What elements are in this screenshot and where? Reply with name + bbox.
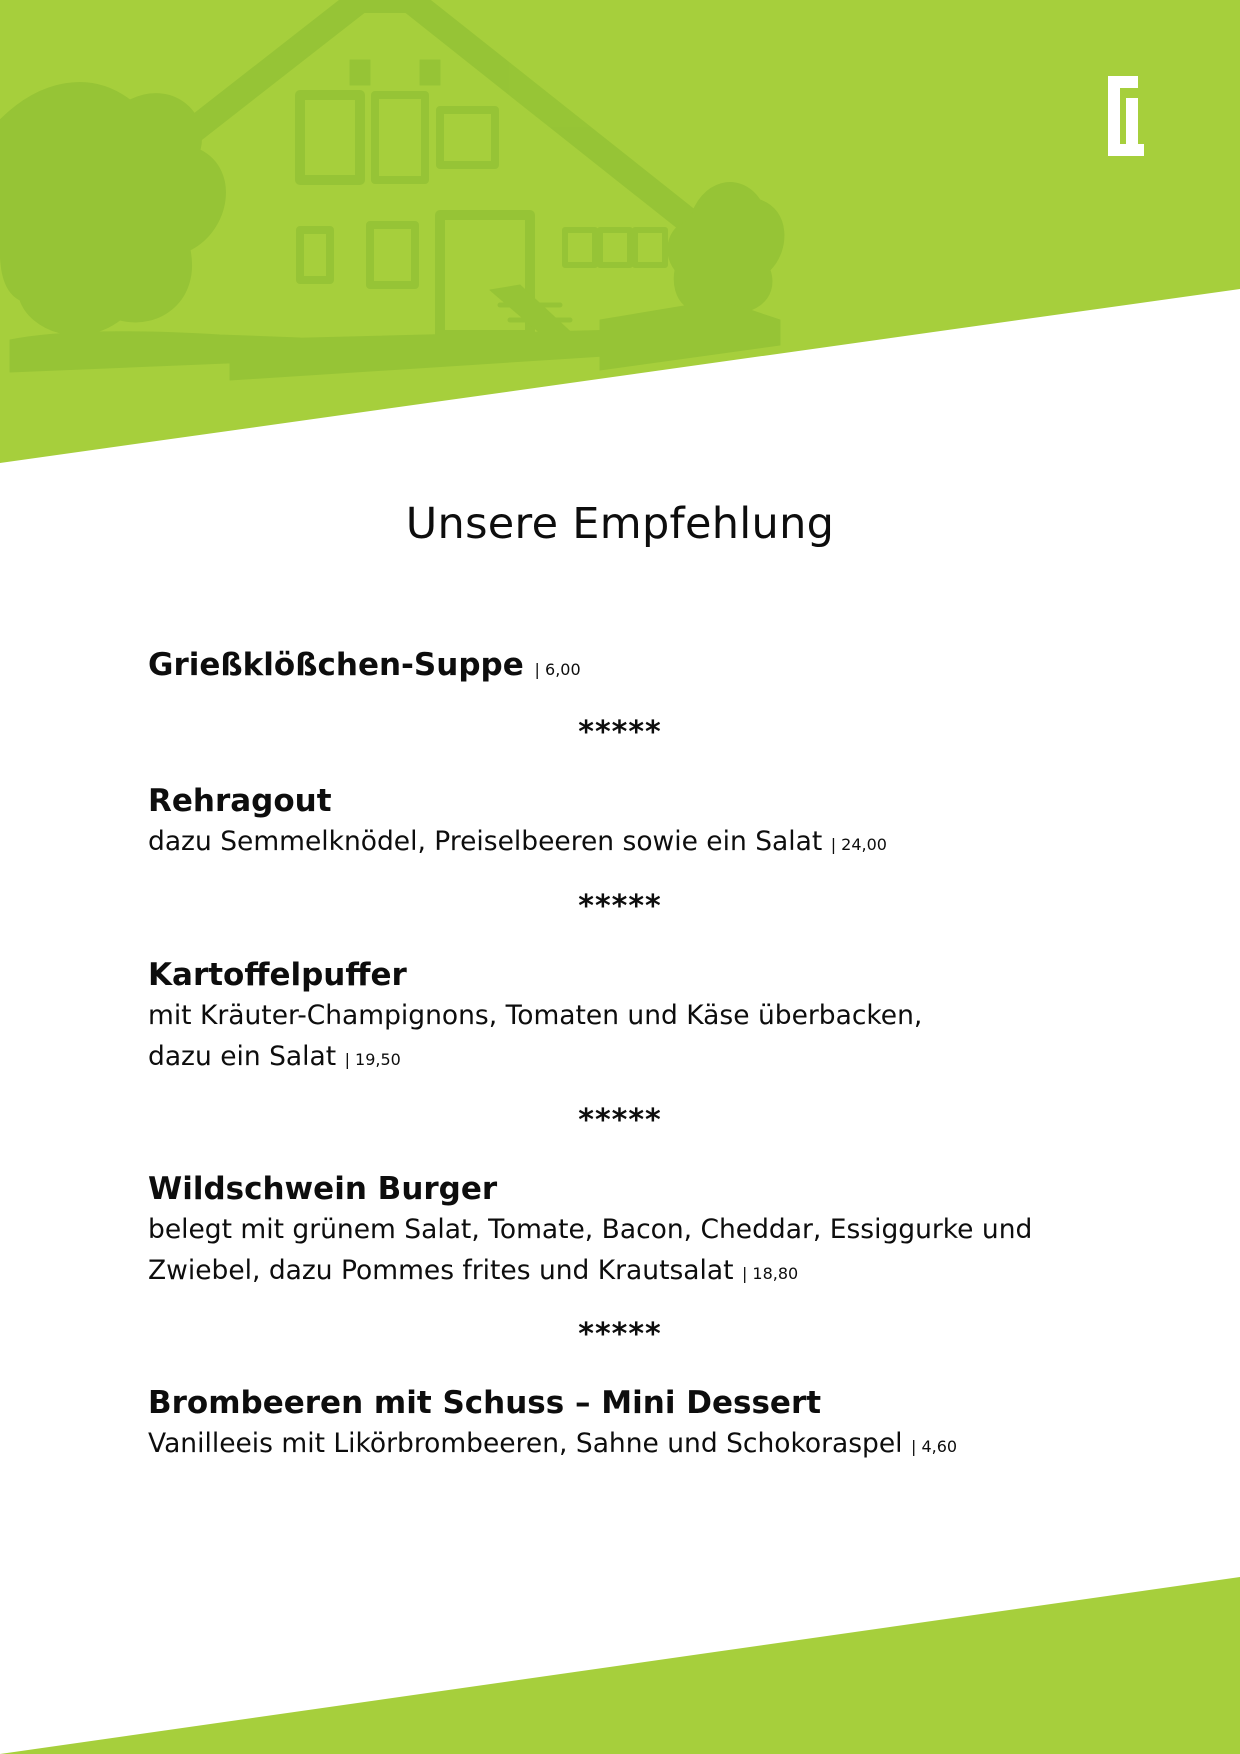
l-shape-logo-icon	[1108, 76, 1148, 156]
dish-price: | 24,00	[830, 835, 887, 854]
menu-item-rehragout	[148, 781, 1088, 865]
menu-item-griessklosschen-suppe	[148, 645, 1088, 690]
separator: *****	[578, 715, 662, 750]
dish-price: | 18,80	[741, 1264, 799, 1283]
dish-price: | 4,60	[910, 1437, 958, 1456]
dish-price: | 19,50	[344, 1050, 401, 1069]
separator: *****	[578, 889, 662, 924]
dish-description-line: belegt mit grünem Salat, Tomate, Bacon, Cheddar, Essiggurke und	[148, 1214, 1033, 1245]
dish-description-text: dazu ein Salat	[148, 1041, 337, 1072]
dish-description-text: Vanilleeis mit Likörbrombeeren, Sahne und Schokoraspel	[148, 1428, 903, 1459]
dish-description	[148, 821, 1088, 865]
menu-item-kartoffelpuffer	[148, 955, 1088, 1080]
page-title: Unsere Empfehlung	[405, 499, 835, 549]
menu-item-wildschwein-burger	[148, 1169, 1088, 1294]
dish-description-text: dazu Semmelknödel, Preiselbeeren sowie ein Salat	[148, 826, 823, 857]
dish-name: Grießklößchen-Suppe	[148, 647, 524, 683]
dish-description-text: Zwiebel, dazu Pommes frites und Krautsalat	[148, 1255, 734, 1286]
separator: *****	[578, 1317, 662, 1352]
footer-band-shape	[0, 1577, 1240, 1754]
separator: *****	[578, 1103, 662, 1138]
header-band	[0, 0, 1240, 470]
dish-description	[148, 1423, 1088, 1467]
dish-name: Kartoffelpuffer	[148, 957, 407, 993]
dish-description-line	[148, 1250, 1088, 1294]
dish-name: Brombeeren mit Schuss – Mini Dessert	[148, 1385, 822, 1421]
dish-name: Rehragout	[148, 783, 332, 819]
dish-price: | 6,00	[534, 660, 581, 679]
footer-band	[0, 1570, 1240, 1754]
dish-line	[148, 645, 1088, 690]
menu-item-brombeeren-mit-schuss	[148, 1383, 1088, 1467]
dish-description-line	[148, 1036, 1088, 1080]
dish-description-line: mit Kräuter-Champignons, Tomaten und Käse überbacken,	[148, 1000, 923, 1031]
dish-name: Wildschwein Burger	[148, 1171, 498, 1207]
